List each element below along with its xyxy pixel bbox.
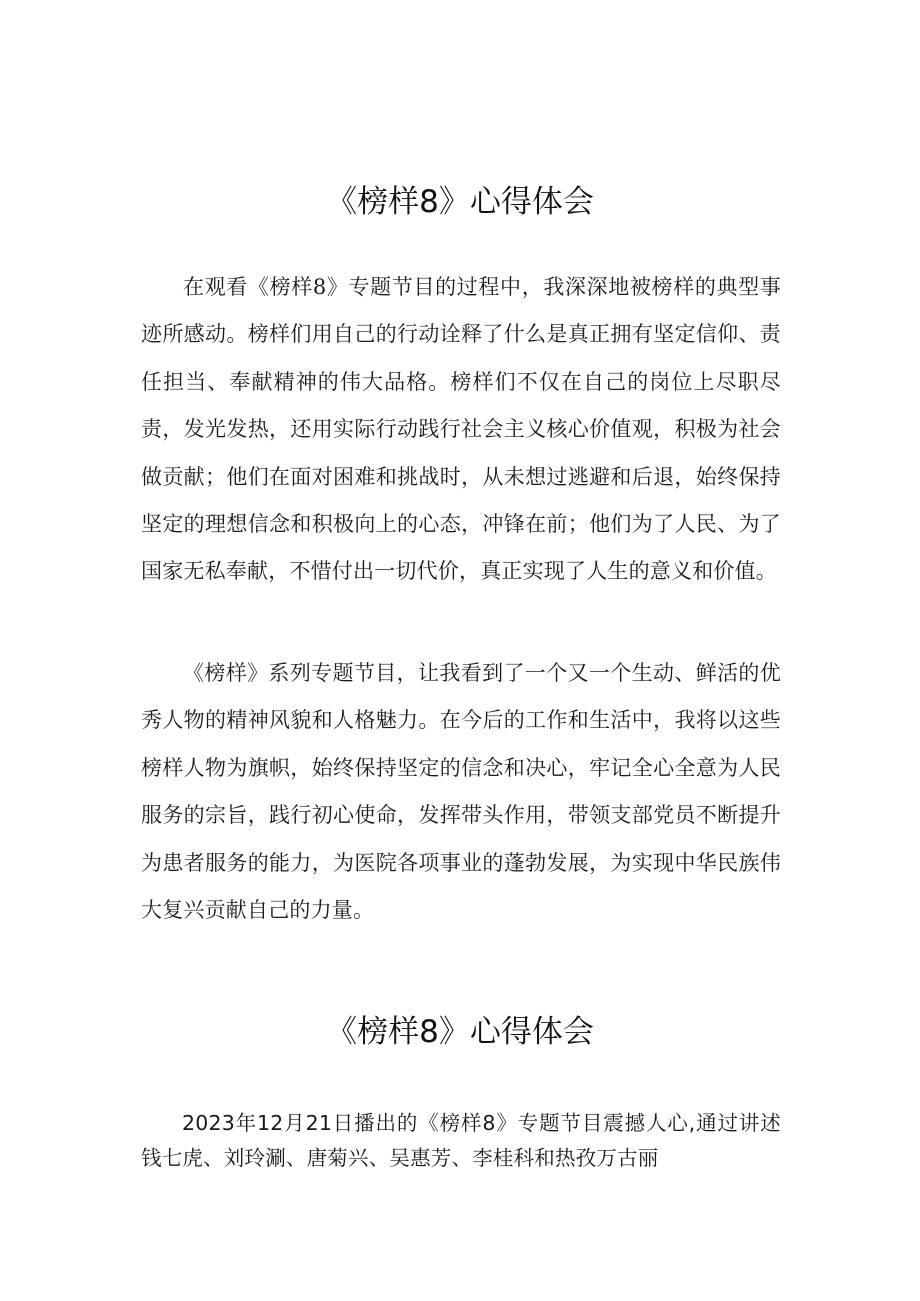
section-title-2: 《榜样8》心得体会 <box>326 1014 594 1050</box>
section-1-paragraph-1: 在观看《榜样8》专题节目的过程中，我深深地被榜样的典型事迹所感动。榜样们用自己的行动诠释了什么是真正拥有坚定信仰、责任担当、奉献精神的伟大品格。榜样们不仅在自己的岗位上尽职尽责，发光发热，还用实际行动践行社会主义核心价值观，积极为社会做贡献；他们在面对困难和挑战时，从未想过逃避和后退，始终保持坚定的理想信念和积极向上的心态，冲锋在前；他们为了人民、为了国家无私奉献，不惜付出一切代价，真正实现了人生的意义和价值。 <box>141 275 781 584</box>
section-title-1: 《榜样8》心得体会 <box>326 184 594 220</box>
section-2-paragraph-1: 2023年12月21日播出的《榜样8》专题节目震撼人心,通过讲述钱七虎、刘玲涮、唐菊兴、吴惠芳、李桂科和热孜万古丽 <box>141 1111 781 1170</box>
section-1-paragraph-2: 《榜样》系列专题节目，让我看到了一个又一个生动、鲜活的优秀人物的精神风貌和人格魅力。在今后的工作和生活中，我将以这些榜样人物为旗帜，始终保持坚定的信念和决心，牢记全心全意为人民服务的宗旨，践行初心使命，发挥带头作用，带领支部党员不断提升为患者服务的能力，为医院各项事业的蓬勃发展，为实现中华民族伟大复兴贡献自己的力量。 <box>141 661 781 923</box>
